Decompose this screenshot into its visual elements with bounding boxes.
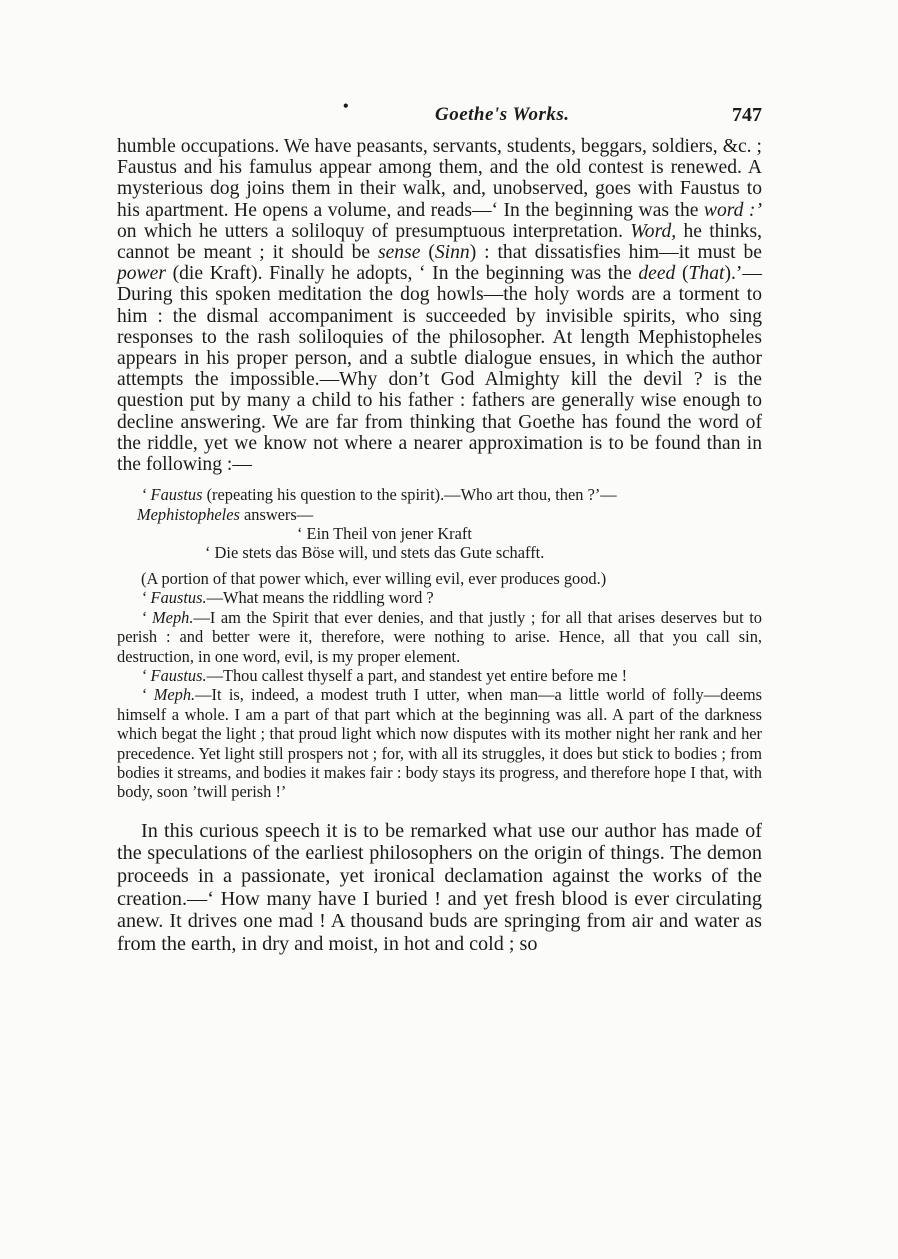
closing-paragraph: In this curious speech it is to be remarked what use our author has made of the speculations of the earliest philosophers on the origin of things. The demon proceeds in a passionate, yet ironical declamation against the works of the creation.—‘ How many have I buried ! and yet fresh blood is ever circulating anew. It drives one mad ! A thousand buds are springing from air and water as from the earth, in dry and moist, in hot and cold ; so (117, 819, 762, 955)
p1-word2: Word, (630, 220, 677, 242)
page-body (117, 136, 762, 955)
quote-text: (repeating his question to the spirit).—Who art thou, then ?’— (202, 485, 617, 505)
header-bullet: • (343, 98, 349, 115)
translation: (A portion of that power which, ever willing evil, ever produces good.) (141, 568, 607, 588)
quote-faustus-riddle (117, 588, 762, 607)
p1-sinn: Sinn (434, 242, 470, 264)
p1-text-e: ) : that dissatisfies him—it must be (469, 242, 762, 264)
answers-text: answers— (239, 504, 314, 524)
speaker-meph: ‘ Meph. (141, 607, 194, 627)
running-title: Goethe's Works. (435, 104, 570, 125)
paragraph-1 (117, 136, 762, 475)
quote-faustus-part (117, 666, 762, 685)
quote-text: —It is, indeed, a modest truth I utter, when man—a little world of folly—deems himself a whole. I am a part of that part which at the beginning was all. A part of the darkness which begat the light ; that proud light which now disputes with its mother night her rank and her precedence. Yet light still prospers not ; for, with all its struggles, it does but stick to bodies ; from bodies it streams, and bodies it makes fair : body stays its progress, and therefore hope I that, with body, soon ’twill perish !’ (117, 685, 762, 802)
speaker-mephistopheles: Mephistopheles (137, 504, 240, 524)
p1-text-b: on which he utters a soliloquy of presumptuous interpretation. (117, 220, 631, 242)
speaker-meph: ‘ Meph. (141, 685, 196, 705)
quote-text: —Thou callest thyself a part, and standest yet entire before me ! (206, 665, 628, 685)
speaker-faustus: ‘ Faustus. (141, 588, 207, 608)
quote-text: —I am the Spirit that ever denies, and that justly ; for all that arises deserves but to perish : and better were it, therefore, were nothing to arise. Hence, all that you call sin, destruction, in one word, evil, is my proper element. (117, 607, 762, 666)
p1-deed: deed (638, 263, 676, 285)
speaker-faustus: ‘ Faustus. (141, 665, 207, 685)
quote-text: —What means the riddling word ? (206, 588, 434, 608)
meph-answers-line (117, 505, 762, 524)
p1-word: word :’ (703, 199, 762, 221)
german-line-2: ‘ Die stets das Böse will, und stets das Gute schafft. (205, 543, 545, 563)
p1-text-a: humble occupations. We have peasants, servants, students, beggars, soldiers, &c. ; Faustus and his famulus appear among them, and the old contest is renewed. A mysterious dog joins them in their walk, and, unobserved, goes with Faustus to his apartment. He opens a volume, and reads—‘ In the beginning was the (117, 136, 762, 221)
p1-text-h: ).’— During this spoken meditation the dog howls—the holy words are a torment to him : the dismal accompaniment is succeeded by invisible spirits, who sing responses to the rash soliloquies of the philosopher. At length Mephistopheles appears in his proper person, and a subtle dialogue ensues, in which the author attempts the impossible.—Why don’t God Almighty kill the devil ? is the question put by many a child to his father : fathers are generally wise enough to decline answering. We are far from thinking that Goethe has found the word of the riddle, yet we know not where a nearer approximation is to be found than in the following :— (117, 263, 762, 476)
p1-text-f: (die Kraft). Finally he adopts, ‘ In the beginning was the (165, 263, 639, 285)
running-header (117, 98, 762, 132)
quote-meph-truth (117, 685, 762, 801)
p1-text-g: ( (675, 263, 689, 285)
page-number: 747 (732, 104, 762, 126)
p1-text-d: ( (420, 242, 435, 264)
p1-power: power (117, 263, 166, 285)
p1-sense: sense (377, 242, 421, 264)
quote-meph-denies (117, 608, 762, 666)
speaker-faustus: ‘ Faustus (141, 485, 203, 505)
p1-that: That (688, 263, 725, 285)
quote-faustus-question (117, 485, 762, 504)
german-line-1: ‘ Ein Theil von jener Kraft (297, 524, 472, 544)
p1-text-c: he thinks, cannot be meant ; it should be (117, 220, 762, 264)
